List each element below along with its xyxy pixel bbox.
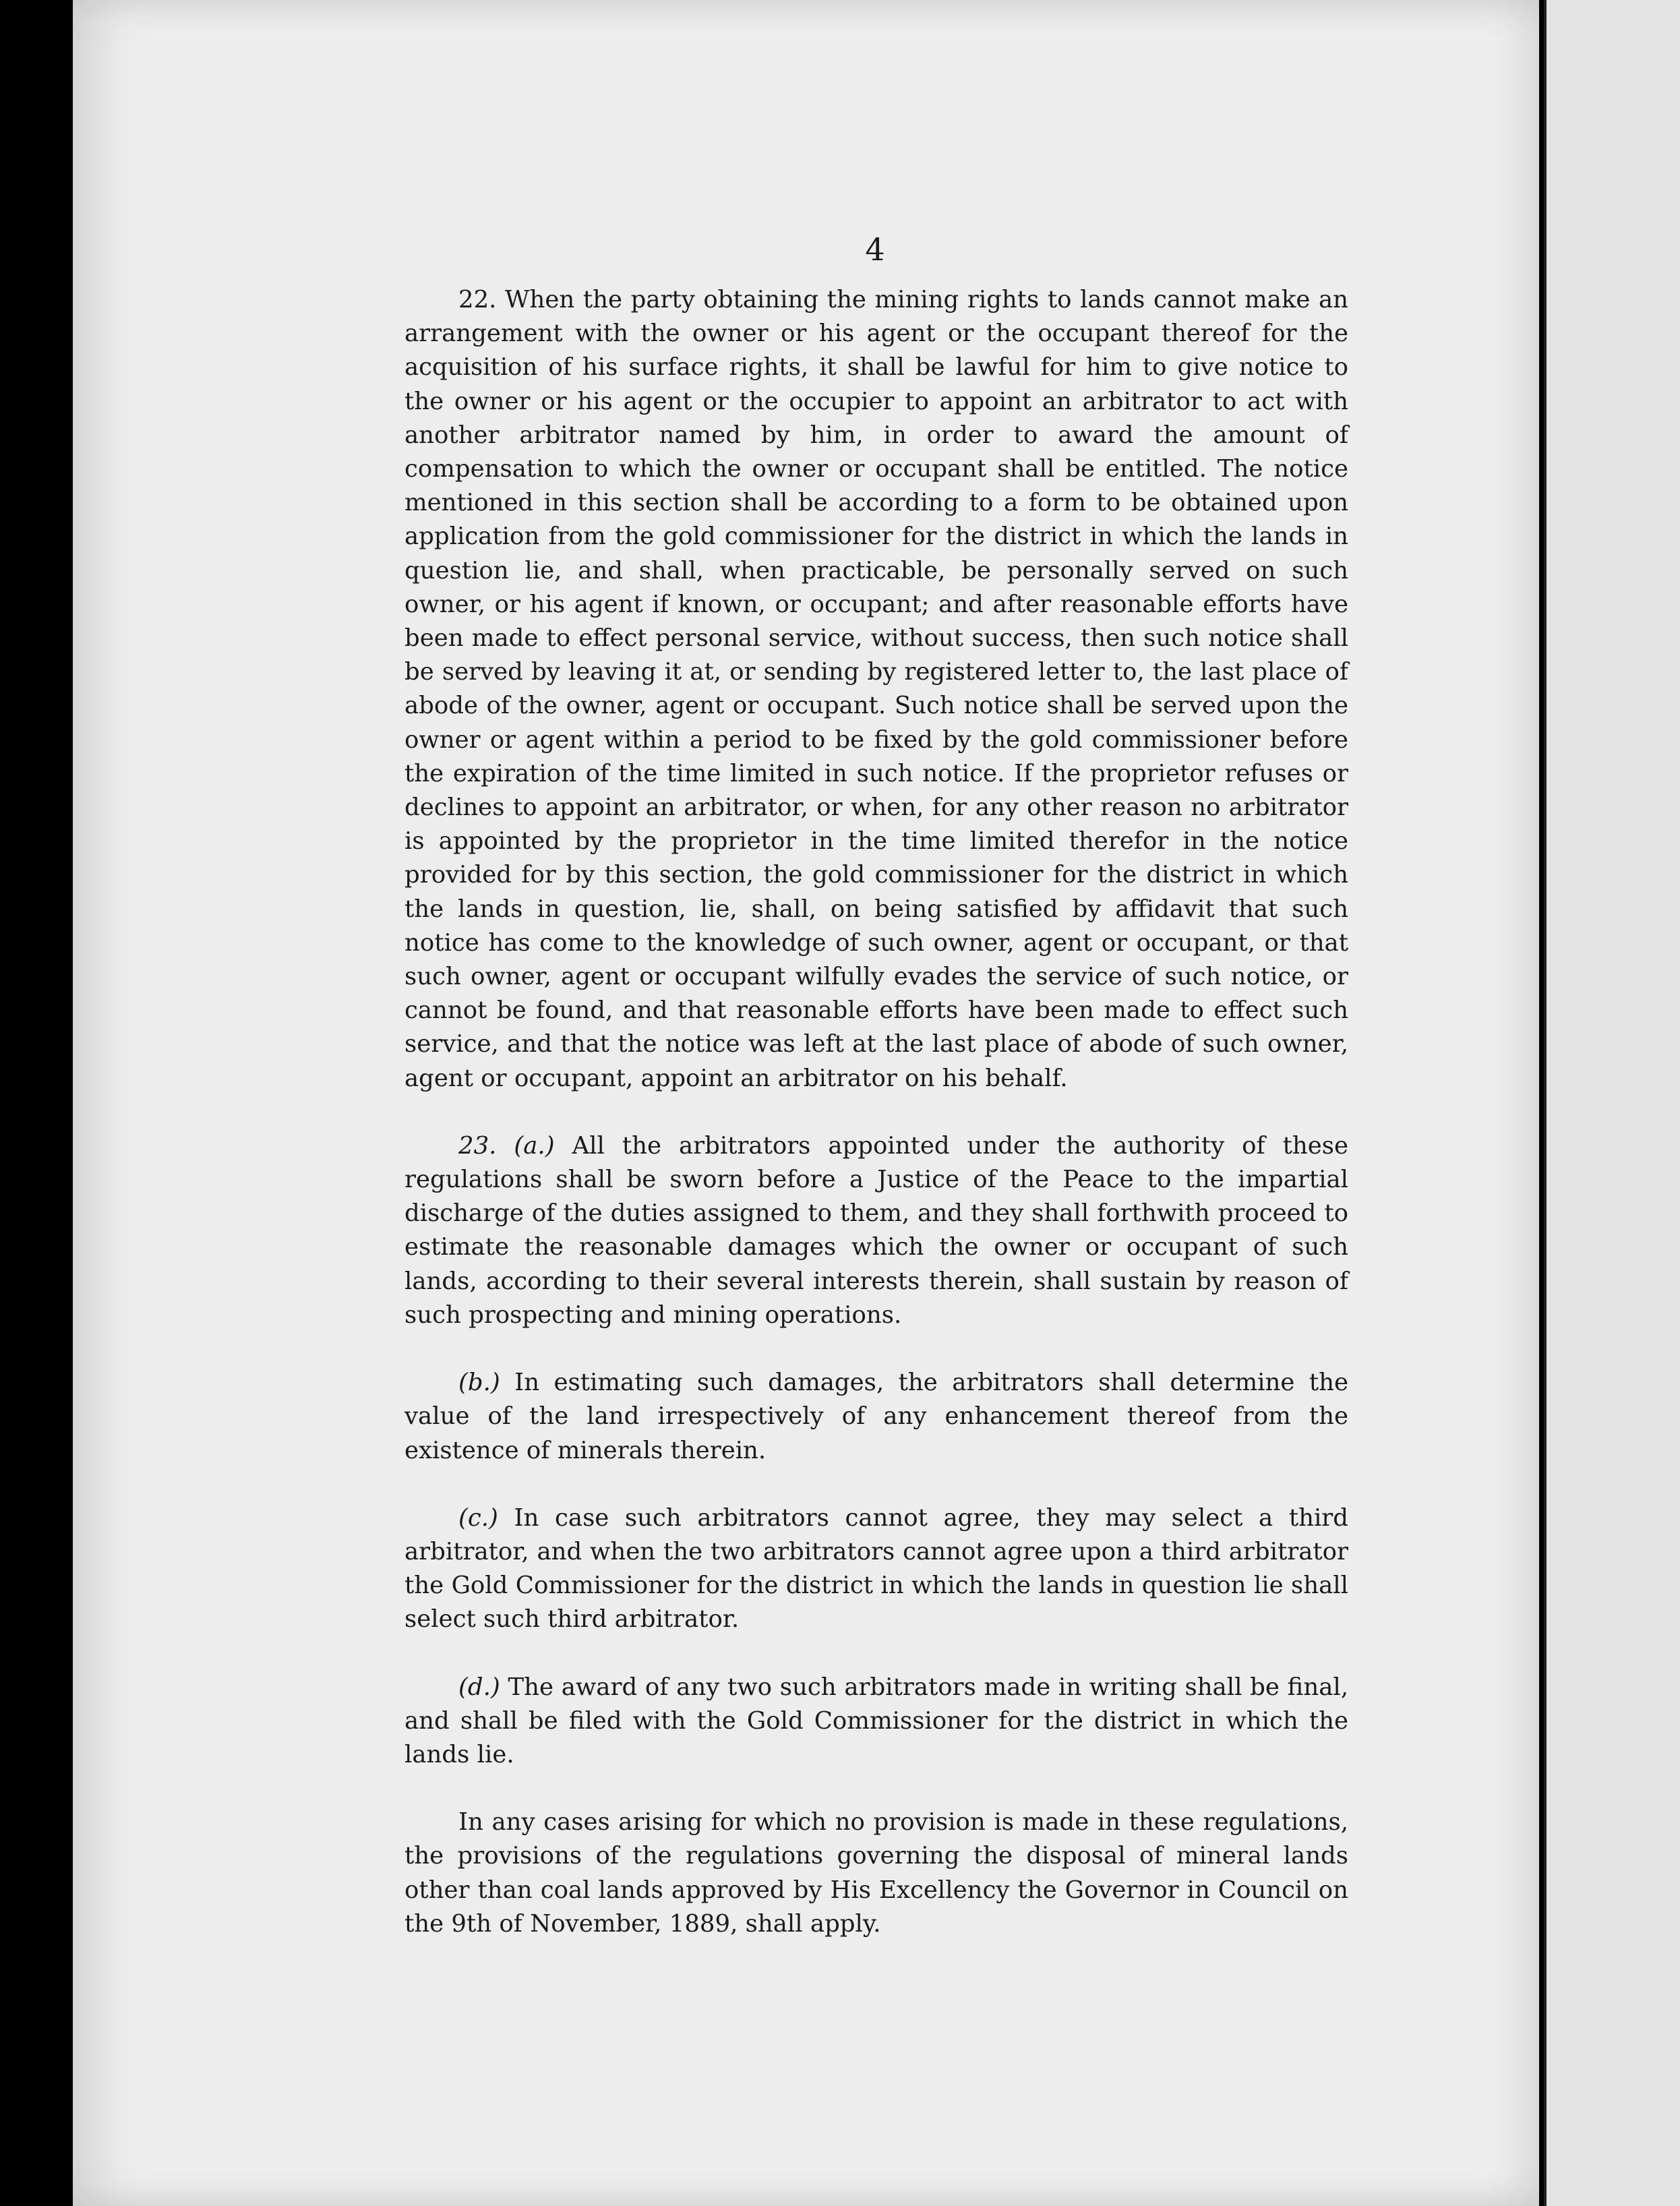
paragraph-label: (c.) — [458, 1503, 498, 1532]
section-22-paragraph — [404, 283, 1348, 1096]
paragraph-text: In case such arbitrators cannot agree, they may select a third arbitrator, and when the two arbitrators cannot agree upon a third arbitrator the Gold Commissioner for the district in which the lands in question lie shall select such third arbitrator. — [404, 1503, 1348, 1634]
paragraph-text: The award of any two such arbitrators made in writing shall be final, and shall be filed with the Gold Commissioner for the district in which the lands lie. — [404, 1673, 1348, 1768]
page-text — [404, 283, 1348, 1941]
section-23b-paragraph — [404, 1366, 1348, 1468]
closing-paragraph — [404, 1806, 1348, 1941]
paragraph-text: 22. When the party obtaining the mining rights to lands cannot make an arrangement with the owner or his agent or the occupant thereof for the acquisition of his surface rights, it shall be lawful for him to give notice to the owner or his agent or the occupier to appoint an arbitrator to act with another arbitrator named by him, in order to award the amount of compensation to which the owner or occupant shall be entitled. The notice mentioned in this section shall be according to a form to be obtained upon application from the gold commissioner for the district in which the lands in question lie, and shall, when practicable, be personally served on such owner, or his agent if known, or occupant; and after reasonable efforts have been made to effect personal service, without success, then such notice shall be served by leaving it at, or sending by registered letter to, the last place of abode of the owner, agent or occupant. Such notice shall be served upon the owner or agent within a period to be fixed by the gold commissioner before the expiration of the time limited in such notice. If the proprietor refuses or declines to appoint an arbitrator, or when, for any other reason no arbitrator is appointed by the proprietor in the time limited therefor in the notice provided for by this section, the gold commissioner for the district in which the lands in question, lie, shall, on being satisfied by affidavit that such notice has come to the knowledge of such owner, agent or occupant, or that such owner, agent or occupant wilfully evades the service of such notice, or cannot be found, and that reasonable efforts have been made to effect such service, and that the notice was left at the last place of abode of such owner, agent or occupant, appoint an arbitrator on his behalf. — [404, 286, 1348, 1092]
document-page — [73, 0, 1539, 2206]
paragraph-text: In any cases arising for which no provision is made in these regulations, the provisions of the regulations governing the disposal of mineral lands other than coal lands approved by His Excellency the Governor in Council on the 9th of November, 1889, shall apply. — [404, 1808, 1348, 1938]
adjacent-page-edge — [1544, 0, 1680, 2206]
paragraph-text: All the arbitrators appointed under the authority of these regulations shall be sworn before a Justice of the Peace to the impartial discharge of the duties assigned to them, and they shall forthwith proceed to estimate the reasonable damages which the owner or occupant of such lands, according to their several interests therein, shall sustain by reason of such prospecting and mining operations. — [404, 1131, 1349, 1329]
section-23a-paragraph — [404, 1129, 1348, 1332]
paragraph-text: In estimating such damages, the arbitrators shall determine the value of the land irrespectively of any enhancement thereof from the existence of minerals therein. — [404, 1369, 1348, 1464]
paragraph-label: (d.) — [458, 1673, 500, 1701]
paragraph-label: (b.) — [458, 1369, 500, 1397]
section-23d-paragraph — [404, 1671, 1348, 1772]
paragraph-label: 23. (a.) — [458, 1131, 555, 1160]
section-23c-paragraph — [404, 1501, 1348, 1637]
page-number: 4 — [865, 231, 885, 268]
